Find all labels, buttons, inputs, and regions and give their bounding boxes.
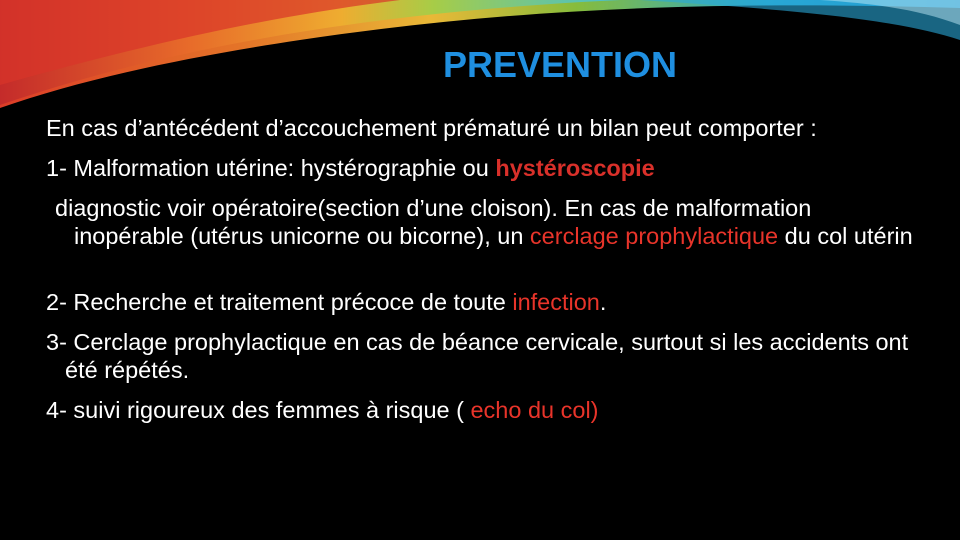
item-4 — [46, 396, 926, 424]
item-1-text-b: malformation inopérable (utérus unicorne ou bicorne), un — [74, 195, 812, 249]
item-1-red-b: cerclage prophylactique — [529, 223, 779, 249]
item-1-text-c: du col utérin — [778, 223, 913, 249]
item-4-text: 4- suivi rigoureux des femmes à risque ( — [46, 397, 471, 423]
item-2-end: . — [599, 289, 607, 315]
item-4-red: echo du col) — [470, 397, 599, 423]
item-2 — [46, 288, 926, 316]
item-1-text: 1- Malformation utérine: hystérographie ou — [46, 155, 496, 181]
slide-body — [46, 114, 926, 424]
item-2-text: 2- Recherche et traitement précoce de toute — [46, 289, 513, 315]
intro-paragraph: En cas d’antécédent d’accouchement prématuré un bilan peut comporter : — [46, 115, 817, 141]
item-1-line2: diagnostic voir opératoire(section d’une cloison). En cas de — [55, 195, 669, 221]
item-2-red: infection — [512, 289, 600, 315]
item-1-highlight: hystéroscopie — [495, 155, 655, 181]
slide-title: PREVENTION — [442, 44, 678, 85]
item-1 — [46, 154, 926, 182]
item-3: 3- Cerclage prophylactique en cas de béance cervicale, surtout si les accidents ont été répétés. — [46, 329, 909, 383]
item-1-details — [46, 194, 926, 250]
